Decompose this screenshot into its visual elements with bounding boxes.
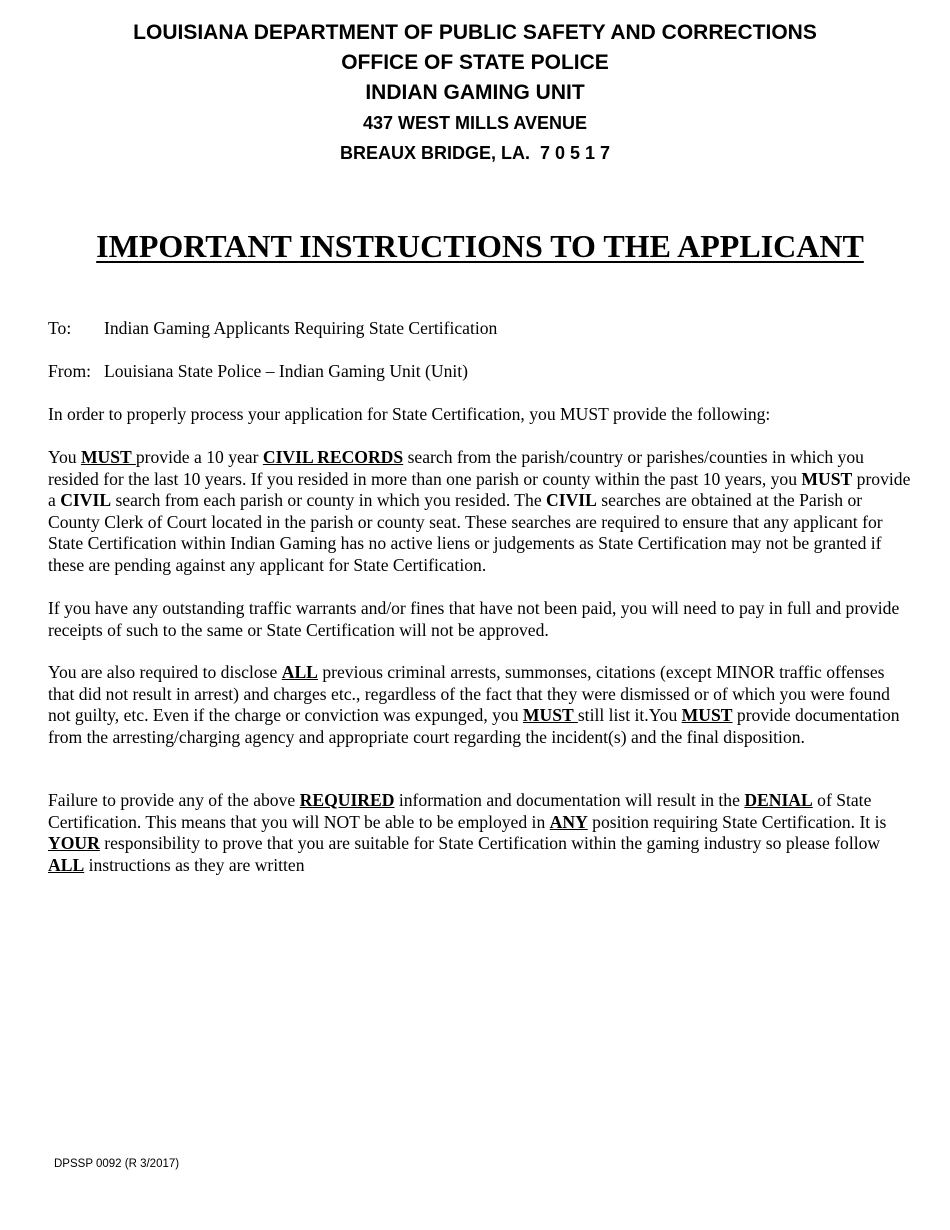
memo-from-label: From:	[48, 361, 92, 381]
emphasis-required: REQUIRED	[299, 790, 395, 810]
department-name: LOUISIANA DEPARTMENT OF PUBLIC SAFETY AND CORRECTIONS	[133, 21, 817, 44]
emphasis-civil-records: CIVIL RECORDS	[262, 447, 404, 467]
emphasis-civil: CIVIL	[546, 490, 597, 510]
intro-text: In order to properly process your application for State Certification, you MUST provide the following:	[48, 404, 771, 424]
memo-from-value: Louisiana State Police – Indian Gaming Unit (Unit)	[104, 361, 469, 381]
text: previous criminal arrests, summonses, citations (except MINOR traffic offenses that did not result in arrest) and charges etc., regardless of the fact that they were dismissed or of which you were found not guilty, etc. Even if the charge or conviction was expunged, you	[48, 662, 890, 725]
text: position requiring State Certification. It is	[587, 811, 887, 832]
memo-to	[48, 318, 914, 340]
city-address: BREAUX BRIDGE, LA. 7 0 5 1 7	[339, 143, 611, 163]
memo-to-value: Indian Gaming Applicants Requiring State Certification	[104, 318, 498, 338]
page-title: IMPORTANT INSTRUCTIONS TO THE APPLICANT	[96, 228, 864, 264]
criminal-history-paragraph	[48, 662, 914, 748]
text: provide documentation from the arresting/charging agency and appropriate court regarding the incident(s) and the final disposition.	[48, 705, 900, 747]
memo-from	[48, 361, 914, 383]
text: provide a 10 year	[135, 447, 263, 467]
emphasis-any: ANY	[549, 811, 588, 832]
text: of State Certification. This means that you will NOT be able to be employed in	[48, 790, 872, 832]
emphasis-must: MUST	[681, 705, 733, 725]
street-address: 437 WEST MILLS AVENUE	[362, 113, 588, 133]
traffic-paragraph	[48, 598, 914, 641]
emphasis-denial: DENIAL	[744, 790, 813, 810]
civil-records-paragraph	[48, 447, 914, 576]
office-name: OFFICE OF STATE POLICE	[341, 51, 609, 74]
text: information and documentation will result in the	[394, 790, 745, 810]
unit-name: INDIAN GAMING UNIT	[365, 81, 585, 104]
emphasis-all: ALL	[281, 662, 318, 682]
emphasis-must: MUST	[80, 447, 136, 467]
emphasis-must: MUST	[801, 468, 853, 489]
text: provide a	[48, 468, 911, 510]
form-number: DPSSP 0092 (R 3/2017)	[54, 1158, 180, 1170]
emphasis-your: YOUR	[48, 833, 100, 853]
failure-warning-paragraph	[48, 790, 914, 876]
text: Failure to provide any of the above	[48, 790, 300, 810]
text: searches are obtained at the Parish or County Clerk of Court located in the parish or county seat. These searches are required to ensure that any applicant for State Certification within Indian Gaming has no active liens or judgements as State Certification may not be granted if these are pending against any applicant for State Certification.	[48, 490, 883, 575]
text: responsibility to prove that you are suitable for State Certification within the gaming industry so please follow	[99, 833, 881, 853]
text: search from the parish/country or parishes/counties in which you resided for the last 10 years. If you resided in more than one parish or county within the past 10 years, you	[48, 447, 864, 489]
text: instructions as they are written	[84, 854, 305, 875]
emphasis-all: ALL	[48, 854, 85, 875]
letterhead	[0, 18, 950, 168]
emphasis-must: MUST	[522, 705, 578, 725]
memo-to-label: To:	[48, 318, 72, 338]
intro-paragraph	[48, 404, 914, 426]
text: You are also required to disclose	[48, 662, 282, 682]
text: search from each parish or county in which you resided. The	[111, 490, 547, 510]
text: You	[48, 447, 81, 467]
text: still list it.You	[577, 705, 682, 725]
emphasis-civil: CIVIL	[60, 490, 112, 510]
traffic-text: If you have any outstanding traffic warrants and/or fines that have not been paid, you will need to pay in full and provide receipts of such to the same or State Certification will not be approved.	[48, 598, 900, 640]
